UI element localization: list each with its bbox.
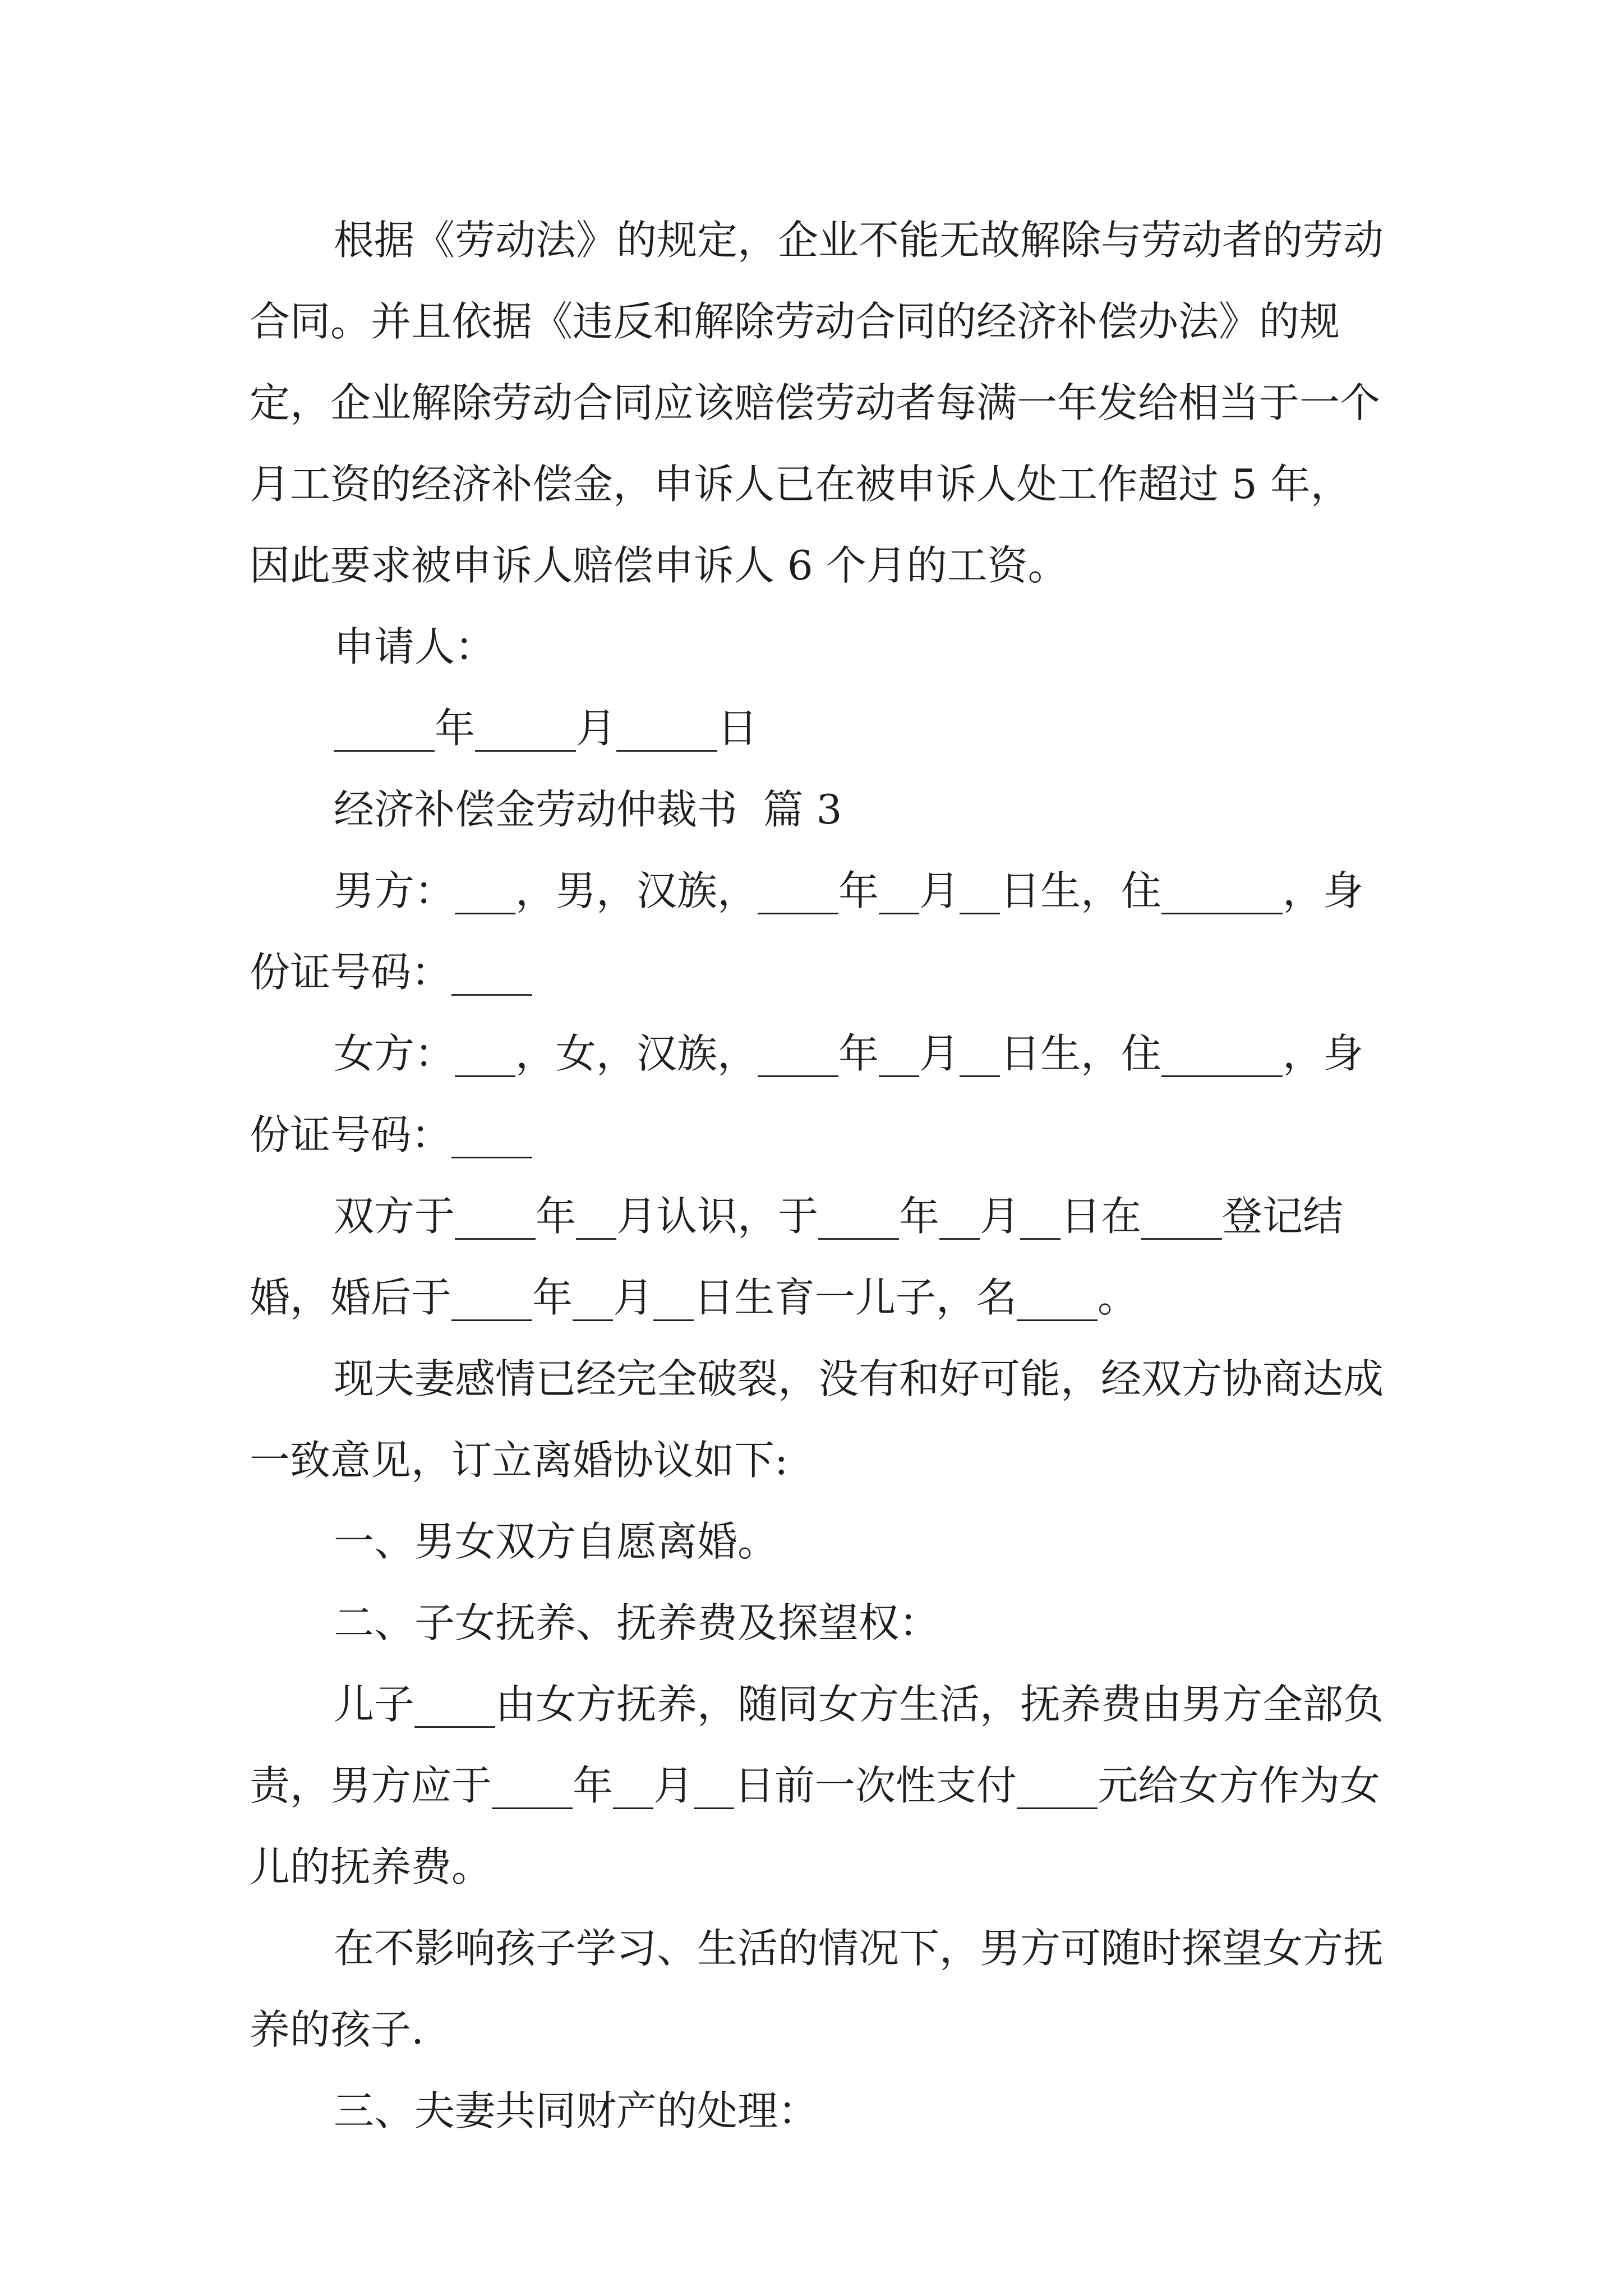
section-title: 经济补偿金劳动仲裁书 篇 3: [334, 786, 842, 833]
paragraph-visitation: 在不影响孩子学习、生活的情况下，男方可随时探望女方抚养的孩子.: [250, 1925, 1384, 2053]
paragraph-agreement-intro: 现夫妻感情已经完全破裂，没有和好可能，经双方协商达成一致意见，订立离婚协议如下:: [250, 1355, 1384, 1484]
clause-one: 一、男女双方自愿离婚。: [334, 1518, 778, 1565]
paragraph-date-blank: _____年_____月_____日: [334, 705, 758, 752]
paragraph-applicant: 申请人：: [334, 623, 496, 670]
paragraph-child-custody: 儿子____由女方抚养，随同女方生活，抚养费由男方全部负责，男方应于____年__月__日前一次性支付____元给女方作为女儿的抚养费。: [250, 1681, 1384, 1890]
paragraph-female-party: 女方：___，女，汉族，____年__月__日生，住______，身份证号码：____: [250, 1030, 1364, 1158]
paragraph-compensation-basis: 根据《劳动法》的规定，企业不能无故解除与劳动者的劳动合同。并且依据《违反和解除劳动合同的经济补偿办法》的规定，企业解除劳动合同应该赔偿劳动者每满一年发给相当于一个月工资的经济补偿金，申诉人已在被申诉人处工作超过 5 年，因此要求被申诉人赔偿申诉人 6 个月的工资。: [250, 217, 1384, 589]
paragraph-male-party: 男方：___，男，汉族，____年__月__日生，住______，身份证号码：____: [250, 867, 1364, 996]
clause-three-heading: 三、夫妻共同财产的处理：: [334, 2087, 819, 2134]
paragraph-marriage-info: 双方于____年__月认识，于____年__月__日在____登记结婚，婚后于____年__月__日生育一儿子，名____。: [250, 1193, 1344, 1321]
clause-two-heading: 二、子女抚养、抚养费及探望权：: [334, 1599, 940, 1646]
document-body: [250, 200, 1388, 2152]
